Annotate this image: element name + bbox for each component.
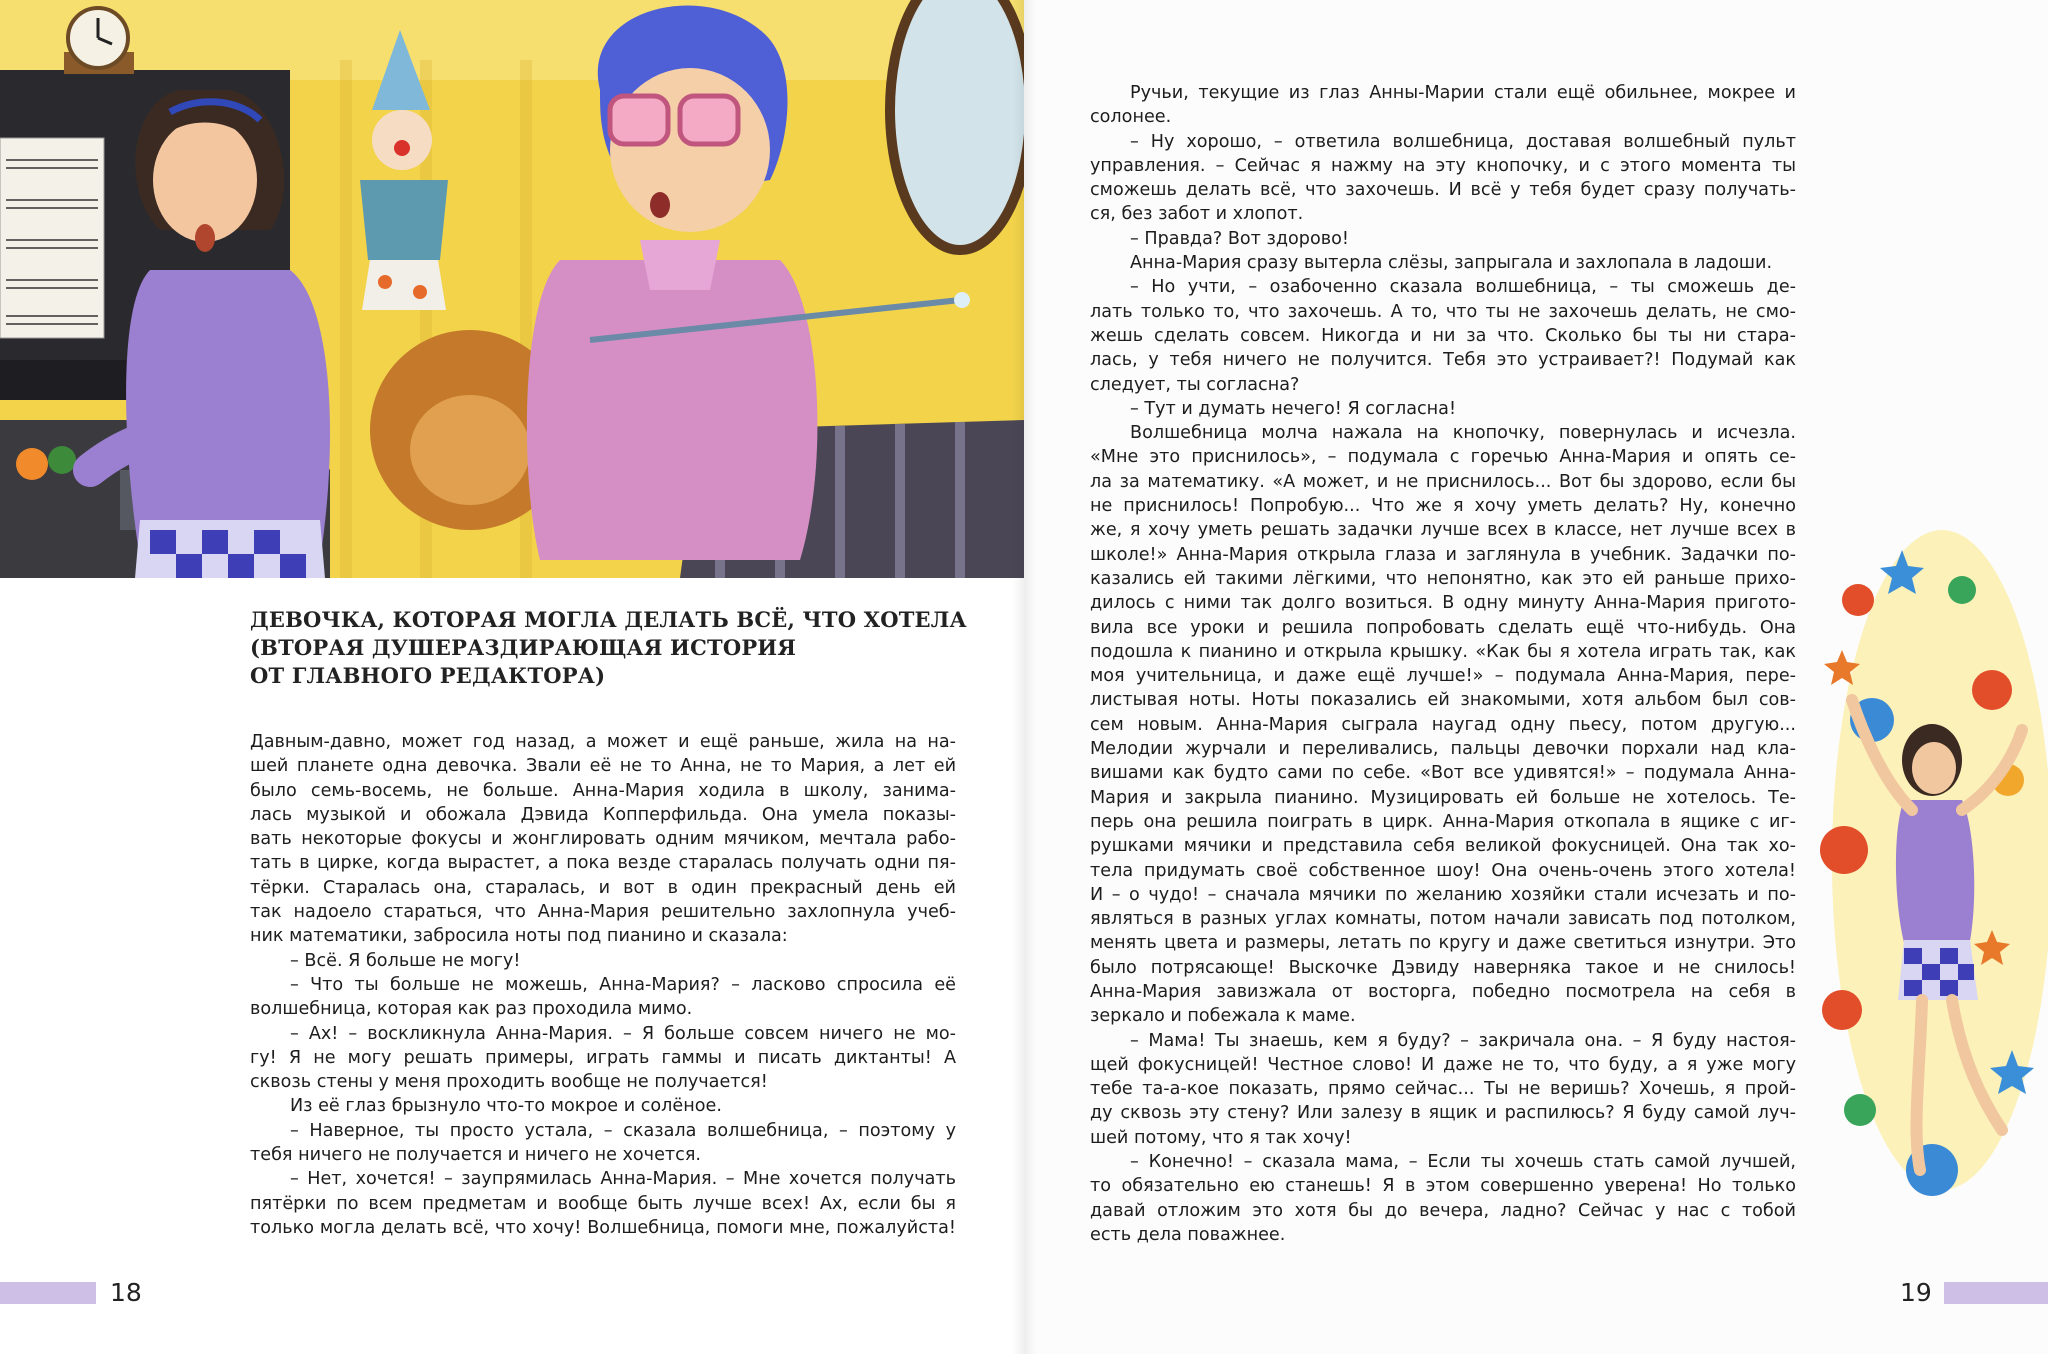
text-line: вила все уроки и решила попробовать сделать ещё что-нибудь. Она: [1090, 617, 1796, 638]
text-line: вать некоторые фокусы и жонглировать одним мячиком, мечтала рабо-: [250, 829, 956, 850]
text-line: тать в цирке, когда вырастет, а пока везде старалась получать одни пя-: [250, 853, 956, 874]
text-line: ник математики, забросила ноты под пианино и сказала:: [250, 926, 788, 947]
text-line: вишами как будто сами по себе. «Вот все удивятся!» – подумала Анна-: [1090, 763, 1796, 784]
text-line: дилось с ними так долго возиться. В одну минуту Анна-Мария пригото-: [1090, 593, 1796, 614]
text-line: лась, у тебя ничего не получится. Тебя это устраивает?! Подумай как: [1090, 350, 1796, 371]
text-line: давай отложим это хотя бы до вечера, ладно? Сейчас у нас с тобой: [1090, 1200, 1796, 1221]
text-line: следует, ты согласна?: [1090, 374, 1300, 395]
text-line: лась музыкой и обожала Дэвида Копперфильда. Она умела показы-: [250, 804, 956, 825]
text-line: есть дела поважнее.: [1090, 1224, 1286, 1245]
text-line: Мелодии журчали и переливались, пальцы девочки порхали над кла-: [1090, 739, 1796, 760]
text-line: тёрки. Старалась она, старалась, и вот в один прекрасный день ей: [250, 877, 956, 898]
text-line: Ручьи, текущие из глаз Анны-Марии стали ещё обильнее, мокрее и: [1130, 83, 1796, 103]
girl-piano-fairy-illustration: [0, 0, 1024, 578]
text-line: Из её глаз брызнуло что-то мокрое и солёное.: [290, 1096, 722, 1117]
text-line: управления. – Сейчас я нажму на эту кнопочку, и с этого момента ты: [1090, 155, 1796, 176]
text-line: – Но учти, – озабоченно сказала волшебница, – ты сможешь де-: [1130, 277, 1796, 298]
text-line: сможешь делать всё, что захочешь. И всё у тебя будет сразу получать-: [1090, 180, 1796, 201]
text-line: И – о чудо! – сначала мячики по желанию хозяйки стали исчезать и по-: [1090, 884, 1796, 905]
text-line: сквозь стены у меня проходить вообще не получается!: [250, 1072, 768, 1093]
text-line: шей потому, что я так хочу!: [1090, 1127, 1352, 1148]
text-line: подошла к пианино и открыла крышку. «Как бы я хотела играть так, как: [1090, 641, 1796, 662]
text-line: Давным-давно, может год назад, а может и ещё раньше, жила на на-: [250, 732, 956, 752]
juggling-girl-illustration: [1812, 530, 2048, 1250]
text-line: волшебница, которая как раз проходила мимо.: [250, 999, 693, 1020]
text-line: перь она решила поиграть в цирк. Анна-Мария откопала в ящике с иг-: [1090, 811, 1796, 832]
text-line: то обязательно ею станешь! Я в этом совершенно уверена! Но только: [1090, 1176, 1796, 1197]
left-page-text: [250, 730, 956, 1240]
text-line: ду сквозь эту стену? Или залезу в ящик и распилюсь? Я буду самой луч-: [1090, 1103, 1796, 1124]
text-line: – Ах! – воскликнула Анна-Мария. – Я больше совсем ничего не мо-: [290, 1023, 956, 1044]
text-line: моя учительница, и даже ещё лучше!» – подумала Анна-Мария, пере-: [1090, 666, 1796, 687]
text-line: менять цвета и размеры, летать по кругу и даже светиться изнутри. Это: [1090, 933, 1796, 954]
text-line: лать только то, что захочешь. А то, что ты не захочешь делать, не смо-: [1090, 301, 1796, 322]
text-line: ла за математику. «А может, и не приснилось... Вот бы здорово, если бы: [1090, 471, 1796, 492]
text-line: тела придумать своё собственное шоу! Она очень-очень этого хотела!: [1090, 860, 1796, 881]
story-title: [250, 606, 967, 690]
text-line: Мария и закрыла пианино. Музицировать ей больше не хотелось. Те-: [1090, 787, 1796, 808]
text-line: же, я хочу уметь решать задачки лучше всех в классе, нет лучше всех в: [1090, 520, 1796, 541]
page-number: 19: [1900, 1278, 1932, 1307]
text-line: щей фокусницей! Честное слово! И даже не то, что буду, а я уже могу: [1090, 1054, 1796, 1075]
text-line: Анна-Мария сразу вытерла слёзы, запрыгала и захлопала в ладоши.: [1130, 253, 1773, 274]
page-number: 18: [110, 1278, 142, 1307]
title-line: (ВТОРАЯ ДУШЕРАЗДИРАЮЩАЯ ИСТОРИЯ: [250, 635, 797, 660]
text-line: солонее.: [1090, 107, 1172, 128]
text-line: «Мне это приснилось», – подумала с горечью Анна-Мария и опять се-: [1090, 447, 1796, 468]
text-line: являться в разных углах комнаты, потом начали зависать под потолком,: [1090, 909, 1796, 930]
page-number-bar: [1944, 1282, 2048, 1304]
text-line: тебя ничего не получается и ничего не хочется.: [250, 1145, 701, 1166]
text-line: ся, без забот и хлопот.: [1090, 204, 1304, 225]
text-line: – Мама! Ты знаешь, кем я буду? – закричала она. – Я буду настоя-: [1130, 1030, 1796, 1051]
text-line: сем новым. Анна-Мария сыграла наугад одну пьесу, потом другую...: [1090, 714, 1796, 735]
text-line: только могла делать всё, что хочу! Волшебница, помоги мне, пожалуйста!: [250, 1217, 956, 1238]
text-line: листывая ноты. Ноты показались ей знакомыми, хотя альбом был сов-: [1090, 690, 1796, 711]
text-line: – Конечно! – сказала мама, – Если ты хочешь стать самой лучшей,: [1130, 1152, 1796, 1173]
text-line: – Правда? Вот здорово!: [1130, 228, 1349, 249]
text-line: школе!» Анна-Мария открыла глаза и заглянула в учебник. Задачки по-: [1090, 544, 1796, 565]
title-line: ДЕВОЧКА, КОТОРАЯ МОГЛА ДЕЛАТЬ ВСЁ, ЧТО ХОТЕЛА: [250, 607, 967, 632]
text-line: Волшебница молча нажала на кнопочку, повернулась и исчезла.: [1130, 423, 1796, 444]
text-line: – Всё. Я больше не могу!: [290, 950, 521, 971]
text-line: тебе та-а-кое показать, прямо сейчас... Ты не веришь? Хочешь, я прой-: [1090, 1079, 1796, 1100]
text-line: рушками мячики и представила себя великой фокусницей. Она так хо-: [1090, 836, 1796, 857]
text-line: было семь-восемь, не больше. Анна-Мария ходила в школу, занима-: [250, 780, 956, 801]
text-line: казались ей такими лёгкими, что непонятно, как это ей раньше прихо-: [1090, 568, 1796, 589]
text-line: так надоело стараться, что Анна-Мария решительно захлопнула учеб-: [250, 902, 956, 923]
text-line: – Что ты больше не можешь, Анна-Мария? – ласково спросила её: [290, 974, 956, 995]
page-number-bar: [0, 1282, 96, 1304]
text-line: гу! Я не могу решать примеры, играть гаммы и писать диктанты! А: [250, 1047, 956, 1068]
text-line: было потрясающе! Выскочке Дэвиду наверняка такое и не снилось!: [1090, 957, 1796, 978]
text-line: – Ну хорошо, – ответила волшебница, доставая волшебный пульт: [1130, 131, 1796, 152]
text-line: Анна-Мария завизжала от восторга, победно посмотрела на себя в: [1090, 981, 1796, 1002]
text-line: – Наверное, ты просто устала, – сказала волшебница, – поэтому у: [290, 1120, 956, 1141]
text-line: не приснилось! Попробую... Что же я хочу уметь делать? Ну, конечно: [1090, 496, 1796, 517]
text-line: зеркало и побежала к маме.: [1090, 1006, 1356, 1027]
right-page-text: [1090, 81, 1796, 1247]
text-line: – Нет, хочется! – заупрямилась Анна-Мария. – Мне хочется получать: [290, 1169, 956, 1190]
text-line: шей планете одна девочка. Звали её не то Анна, не то Мария, а лет ей: [250, 756, 956, 777]
book-gutter: [1012, 0, 1036, 1354]
text-line: пятёрки по всем предметам и вообще быть лучше всех! Ах, если бы я: [250, 1193, 956, 1214]
text-line: – Тут и думать нечего! Я согласна!: [1130, 398, 1456, 419]
title-line: ОТ ГЛАВНОГО РЕДАКТОРА): [250, 663, 606, 688]
text-line: жешь сделать совсем. Никогда и ни за что. Сколько бы ты ни стара-: [1090, 325, 1796, 346]
